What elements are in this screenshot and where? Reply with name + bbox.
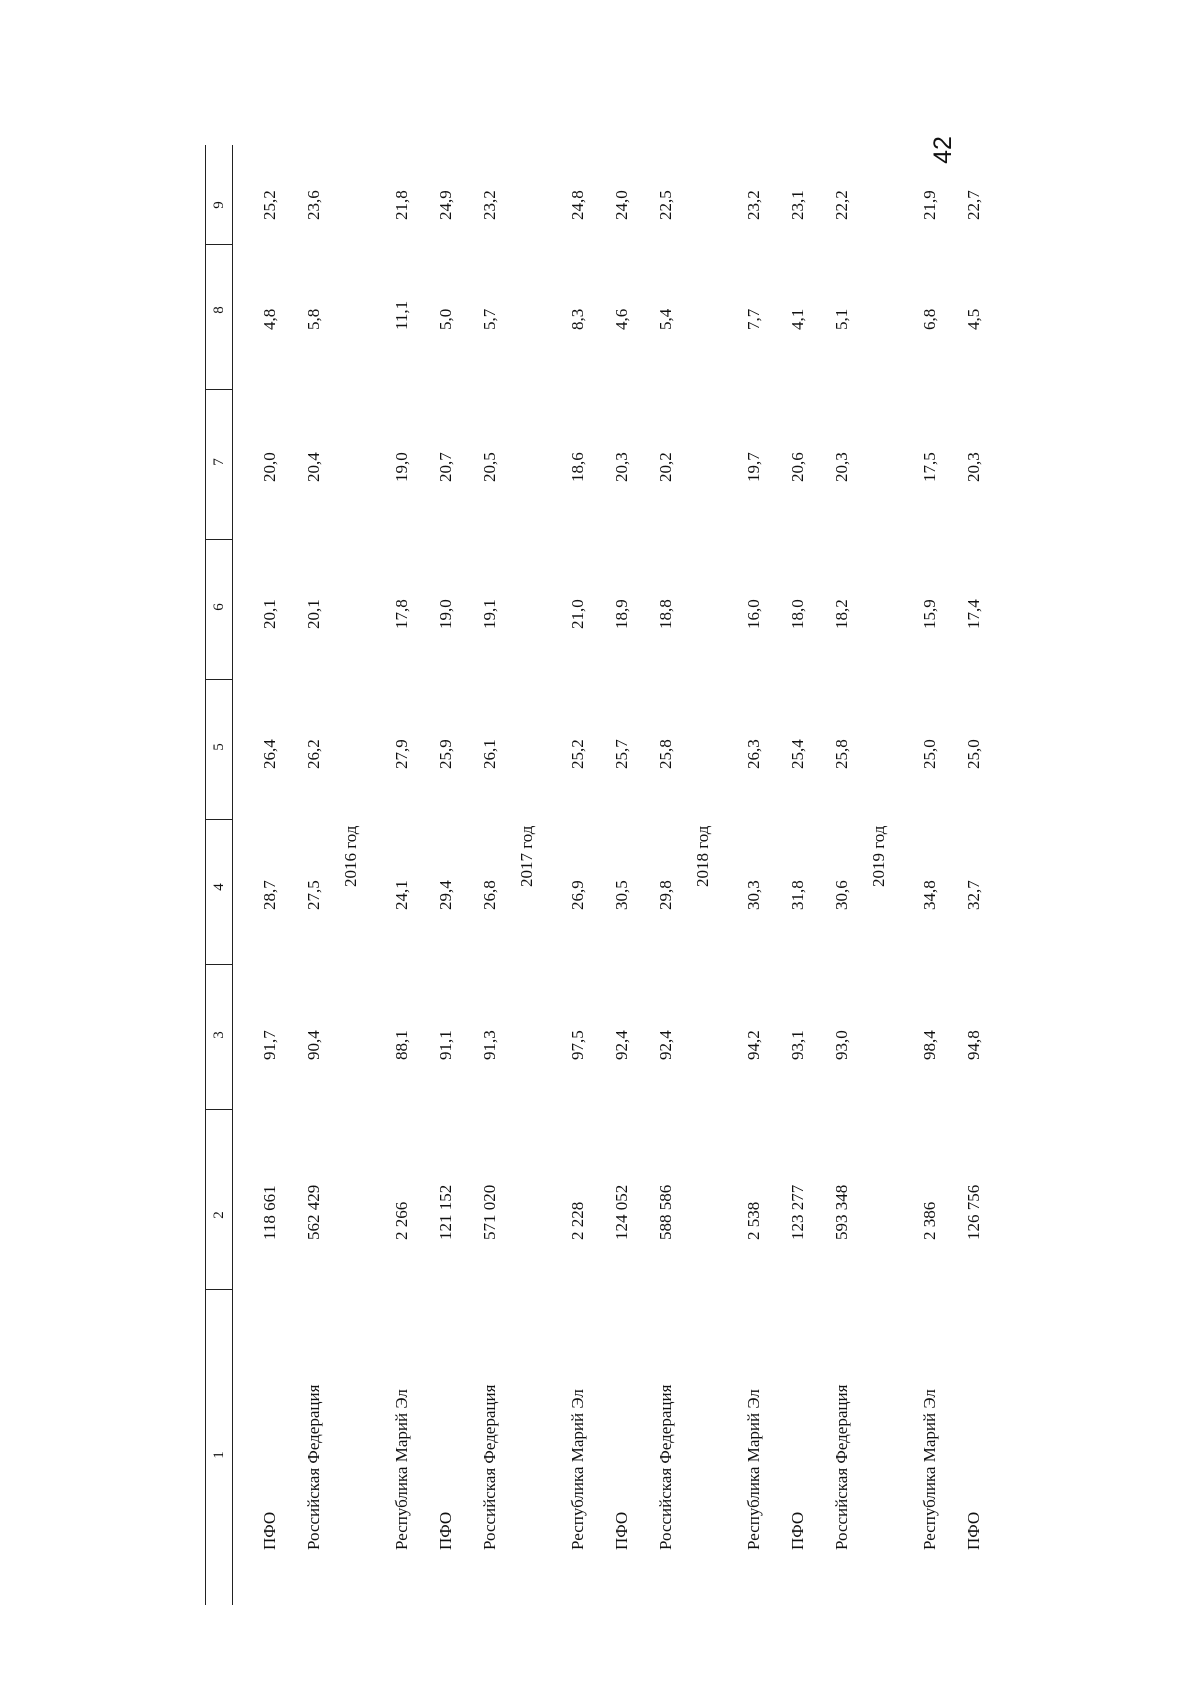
table-cell: 26,1	[480, 739, 499, 769]
table-row	[915, 145, 945, 1605]
table-cell: 92,4	[656, 1030, 675, 1060]
table-cell: 4,8	[260, 308, 279, 330]
table-row	[959, 145, 989, 1605]
table-cell: 93,0	[832, 1030, 851, 1060]
region-name: Российская Федерация	[480, 1384, 499, 1550]
table-cell: 25,7	[612, 739, 631, 769]
table-cell: 23,1	[788, 190, 807, 220]
table-cell: 121 152	[436, 1184, 455, 1240]
region-name: Российская Федерация	[832, 1384, 851, 1550]
table-cell: 24,1	[392, 880, 411, 910]
table-row	[783, 145, 813, 1605]
table-cell: 20,1	[304, 599, 323, 629]
table-row	[739, 145, 769, 1605]
region-name: Российская Федерация	[304, 1384, 323, 1550]
table-header-rule	[232, 145, 233, 1605]
table-cell: 91,1	[436, 1030, 455, 1060]
table-cell: 4,1	[788, 308, 807, 330]
table-cell: 20,4	[304, 452, 323, 482]
table-cell: 24,8	[568, 190, 587, 220]
year-heading: 2019 год	[869, 825, 888, 887]
column-header: 3	[211, 1031, 227, 1039]
table-row	[563, 145, 593, 1605]
table-cell: 18,6	[568, 452, 587, 482]
table-cell: 20,0	[260, 452, 279, 482]
column-header: 2	[211, 1211, 227, 1219]
column-header: 5	[211, 743, 227, 751]
table-row	[651, 145, 681, 1605]
table-cell: 593 348	[832, 1184, 851, 1240]
header-separator	[205, 389, 233, 390]
table-cell: 25,2	[260, 190, 279, 220]
year-heading: 2018 год	[693, 825, 712, 887]
table-cell: 22,7	[964, 190, 983, 220]
region-name: ПФО	[612, 1511, 631, 1550]
table-row	[827, 145, 857, 1605]
table-cell: 20,2	[656, 452, 675, 482]
table-cell: 25,8	[832, 739, 851, 769]
table-cell: 94,2	[744, 1030, 763, 1060]
table-cell: 91,3	[480, 1030, 499, 1060]
table-row	[607, 145, 637, 1605]
table-top-rule	[205, 145, 206, 1605]
table-cell: 4,6	[612, 308, 631, 330]
table-cell: 19,0	[436, 599, 455, 629]
header-separator	[205, 539, 233, 540]
table-cell: 4,5	[964, 308, 983, 330]
table-cell: 29,4	[436, 880, 455, 910]
column-header: 6	[211, 603, 227, 611]
region-name: Республика Марий Эл	[744, 1389, 763, 1550]
table-cell: 25,0	[964, 739, 983, 769]
year-heading: 2016 год	[341, 825, 360, 887]
table-cell: 27,5	[304, 880, 323, 910]
table-cell: 2 266	[392, 1201, 411, 1240]
table-cell: 17,8	[392, 599, 411, 629]
column-header: 4	[211, 883, 227, 891]
header-separator	[205, 1109, 233, 1110]
region-name: Республика Марий Эл	[392, 1389, 411, 1550]
table-cell: 28,7	[260, 880, 279, 910]
table-cell: 21,8	[392, 190, 411, 220]
table-cell: 88,1	[392, 1030, 411, 1060]
table-cell: 25,8	[656, 739, 675, 769]
table-cell: 16,0	[744, 599, 763, 629]
table-cell: 17,5	[920, 452, 939, 482]
table-cell: 30,6	[832, 880, 851, 910]
table-cell: 25,4	[788, 739, 807, 769]
table-cell: 26,4	[260, 739, 279, 769]
table-cell: 123 277	[788, 1184, 807, 1240]
table-row	[475, 145, 505, 1605]
table-cell: 18,0	[788, 599, 807, 629]
header-separator	[205, 964, 233, 965]
table-row	[387, 145, 417, 1605]
table-cell: 97,5	[568, 1030, 587, 1060]
year-heading: 2017 год	[517, 825, 536, 887]
table-cell: 17,4	[964, 599, 983, 629]
table-cell: 23,2	[744, 190, 763, 220]
table-cell: 23,6	[304, 190, 323, 220]
table-cell: 30,5	[612, 880, 631, 910]
table-cell: 32,7	[964, 880, 983, 910]
table-cell: 25,2	[568, 739, 587, 769]
table-cell: 571 020	[480, 1184, 499, 1240]
table-cell: 20,7	[436, 452, 455, 482]
region-name: ПФО	[436, 1511, 455, 1550]
statistics-table	[205, 145, 1025, 1605]
table-cell: 15,9	[920, 599, 939, 629]
table-cell: 6,8	[920, 308, 939, 330]
table-cell: 19,7	[744, 452, 763, 482]
table-cell: 19,1	[480, 599, 499, 629]
table-cell: 11,1	[392, 300, 411, 330]
column-header: 8	[211, 306, 227, 314]
table-cell: 18,8	[656, 599, 675, 629]
table-cell: 22,2	[832, 190, 851, 220]
header-separator	[205, 244, 233, 245]
table-cell: 93,1	[788, 1030, 807, 1060]
table-cell: 94,8	[964, 1030, 983, 1060]
table-cell: 26,2	[304, 739, 323, 769]
table-cell: 29,8	[656, 880, 675, 910]
table-cell: 20,3	[832, 452, 851, 482]
table-cell: 26,9	[568, 880, 587, 910]
region-name: Российская Федерация	[656, 1384, 675, 1550]
table-cell: 126 756	[964, 1184, 983, 1240]
table-cell: 18,2	[832, 599, 851, 629]
table-cell: 19,0	[392, 452, 411, 482]
table-cell: 562 429	[304, 1184, 323, 1240]
column-header: 7	[211, 458, 227, 466]
table-cell: 20,1	[260, 599, 279, 629]
header-separator	[205, 819, 233, 820]
header-separator	[205, 679, 233, 680]
table-cell: 22,5	[656, 190, 675, 220]
table-cell: 20,3	[964, 452, 983, 482]
table-cell: 34,8	[920, 880, 939, 910]
region-name: Республика Марий Эл	[920, 1389, 939, 1550]
table-cell: 98,4	[920, 1030, 939, 1060]
table-cell: 26,8	[480, 880, 499, 910]
table-cell: 31,8	[788, 880, 807, 910]
region-name: ПФО	[260, 1511, 279, 1550]
table-cell: 30,3	[744, 880, 763, 910]
table-cell: 91,7	[260, 1030, 279, 1060]
table-cell: 7,7	[744, 308, 763, 330]
table-cell: 23,2	[480, 190, 499, 220]
table-cell: 21,9	[920, 190, 939, 220]
table-cell: 24,9	[436, 190, 455, 220]
column-header: 1	[211, 1451, 227, 1459]
region-name: ПФО	[788, 1511, 807, 1550]
table-cell: 5,4	[656, 308, 675, 330]
table-cell: 90,4	[304, 1030, 323, 1060]
table-cell: 8,3	[568, 308, 587, 330]
region-name: ПФО	[964, 1511, 983, 1550]
table-cell: 5,0	[436, 308, 455, 330]
table-cell: 5,7	[480, 308, 499, 330]
table-cell: 20,6	[788, 452, 807, 482]
header-separator	[205, 1289, 233, 1290]
table-cell: 20,3	[612, 452, 631, 482]
column-header: 9	[211, 201, 227, 209]
table-cell: 92,4	[612, 1030, 631, 1060]
table-cell: 2 538	[744, 1201, 763, 1240]
page-number: 42	[928, 136, 957, 164]
table-cell: 2 386	[920, 1201, 939, 1240]
table-cell: 124 052	[612, 1184, 631, 1240]
table-row	[431, 145, 461, 1605]
table-row	[255, 145, 285, 1605]
table-cell: 25,9	[436, 739, 455, 769]
table-cell: 2 228	[568, 1201, 587, 1240]
table-cell: 25,0	[920, 739, 939, 769]
table-cell: 27,9	[392, 739, 411, 769]
table-cell: 118 661	[260, 1185, 279, 1240]
table-cell: 5,8	[304, 308, 323, 330]
table-cell: 21,0	[568, 599, 587, 629]
table-cell: 20,5	[480, 452, 499, 482]
table-cell: 24,0	[612, 190, 631, 220]
table-cell: 26,3	[744, 739, 763, 769]
table-cell: 18,9	[612, 599, 631, 629]
table-cell: 588 586	[656, 1184, 675, 1240]
region-name: Республика Марий Эл	[568, 1389, 587, 1550]
table-cell: 5,1	[832, 308, 851, 330]
table-header	[205, 145, 233, 1605]
table-row	[299, 145, 329, 1605]
